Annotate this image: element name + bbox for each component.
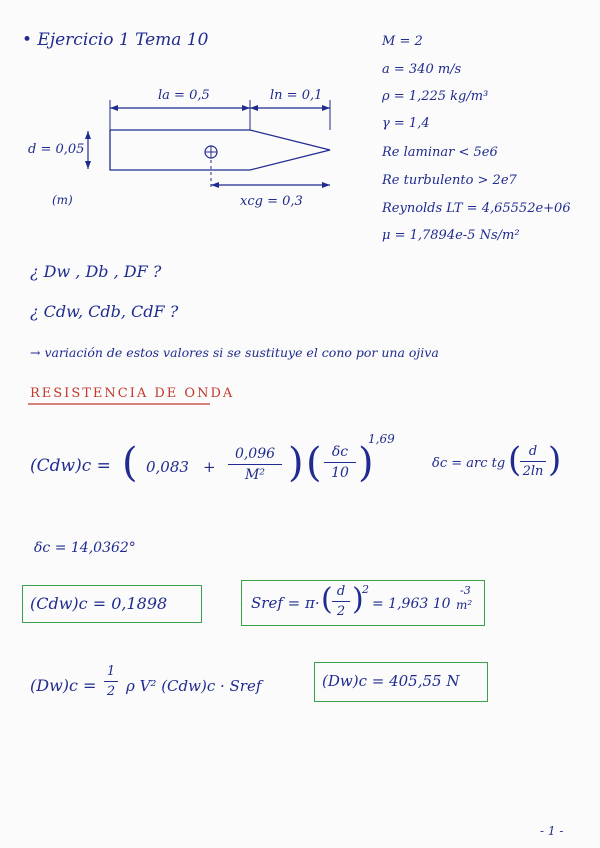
cone-angle-value: δc = 14,0362° <box>34 540 136 556</box>
dw-rhs: ρ V² (Cdw)c · Sref <box>126 677 262 695</box>
diameter-label: d = 0,05 <box>28 142 85 157</box>
cone-angle-den: 2ln <box>522 464 544 479</box>
cdw-result: (Cdw)c = 0,1898 <box>30 594 168 613</box>
dw-lhs: (Dw)c = <box>30 676 97 695</box>
half-den: 2 <box>106 684 116 699</box>
given-re-laminar: Re laminar < 5e6 <box>382 145 498 160</box>
paren-open-3: ( <box>508 440 522 480</box>
question-drags: ¿ Dw , Db , DF ? <box>30 262 162 281</box>
section-title: RESISTENCIA DE ONDA <box>30 386 235 401</box>
page-number: - 1 - <box>540 824 564 838</box>
sref-exponent: -3 <box>460 584 471 597</box>
cdw-fraction-den: M² <box>245 467 265 483</box>
cdw-exponent: 1,69 <box>368 432 395 446</box>
exercise-title: • Ejercicio 1 Tema 10 <box>22 30 209 50</box>
paren-open-4: ( <box>321 582 333 617</box>
sref-fraction-den: 2 <box>336 604 346 619</box>
la-label: la = 0,5 <box>158 88 210 103</box>
delta-fraction-num: δc <box>331 444 349 460</box>
paren-open-2: ( <box>306 440 322 486</box>
cone-angle-lhs: δc = arc tg <box>432 456 506 471</box>
half-num: 1 <box>106 664 116 679</box>
given-sound-speed: a = 340 m/s <box>382 62 462 77</box>
sref-lhs: Sref = π· <box>251 594 320 612</box>
given-reynolds: Reynolds LT = 4,65552e+06 <box>382 201 571 216</box>
ln-label: ln = 0,1 <box>270 88 323 103</box>
sref-square: 2 <box>362 583 369 596</box>
dw-result: (Dw)c = 405,55 N <box>322 672 460 690</box>
delta-fraction <box>324 444 356 481</box>
sref-fraction-num: d <box>336 584 346 599</box>
cone-angle-num: d <box>528 444 538 459</box>
cdw-plus: + <box>203 458 216 476</box>
question-coefficients: ¿ Cdw, Cdb, CdF ? <box>30 302 179 321</box>
given-mach: M = 2 <box>382 34 423 49</box>
cdw-lhs: (Cdw)c = <box>30 456 111 476</box>
delta-fraction-den: 10 <box>331 465 349 481</box>
paren-close-2: ) <box>358 440 374 486</box>
paren-open-1: ( <box>122 440 138 486</box>
paren-close-3: ) <box>548 440 562 480</box>
units-label: (m) <box>52 193 73 207</box>
sref-fraction <box>332 584 350 619</box>
cone-angle-fraction <box>520 444 546 479</box>
paren-close-4: ) <box>352 582 364 617</box>
given-gamma: γ = 1,4 <box>382 116 430 131</box>
question-ogive: → variación de estos valores si se sustituye el cono por una ojiva <box>30 345 439 360</box>
paren-close-1: ) <box>288 440 304 486</box>
given-re-turbulent: Re turbulento > 2e7 <box>382 173 517 188</box>
xcg-label: xcg = 0,3 <box>240 194 303 209</box>
cdw-fraction-num: 0,096 <box>234 446 276 462</box>
sref-value: = 1,963 10 <box>372 596 451 612</box>
cdw-fraction <box>228 446 282 483</box>
sref-unit: m² <box>456 598 473 612</box>
given-density: ρ = 1,225 kg/m³ <box>382 89 489 104</box>
cdw-constant: 0,083 <box>146 458 189 476</box>
half-fraction <box>104 664 118 699</box>
given-viscosity: μ = 1,7894e-5 Ns/m² <box>382 228 520 243</box>
